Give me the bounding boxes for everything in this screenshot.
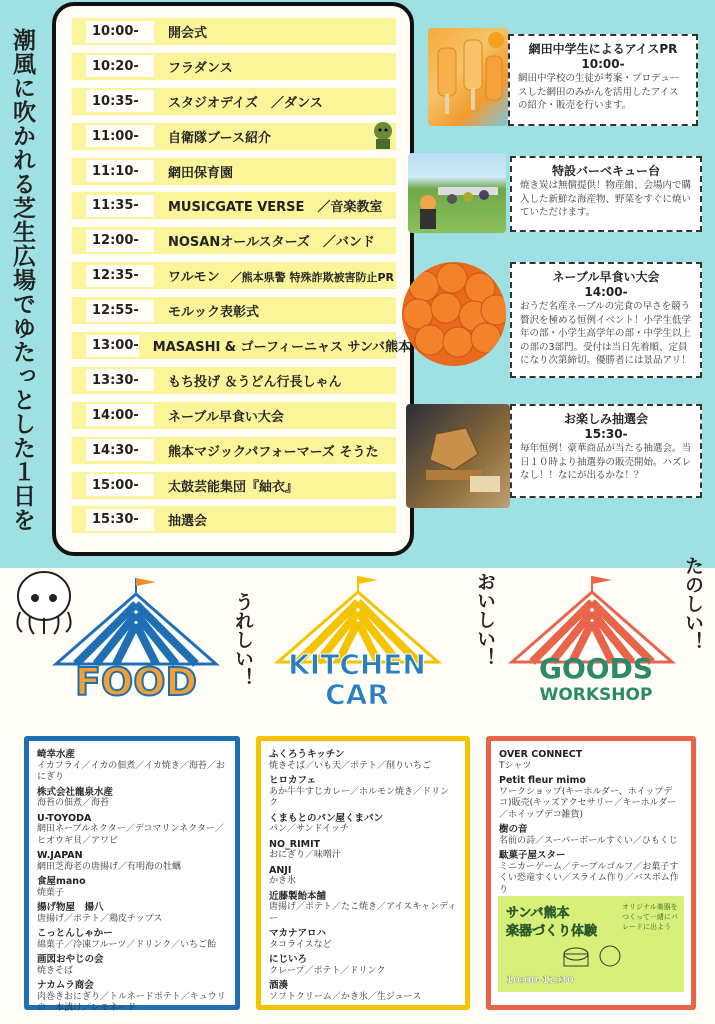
vendor-items: ソフトクリーム／かき氷／生ジュース xyxy=(269,991,422,1002)
samba-time: 10:00-12:30 xyxy=(506,975,574,986)
event-desc: 毎年恒例！豪華商品が当たる抽選会。当日１０時より抽選券の販売開始。ハズレなし！！なにが出るかな！？ xyxy=(520,443,692,481)
vendor-name: 画図おやじの会 xyxy=(37,954,104,965)
schedule-time: 12:35- xyxy=(86,265,154,287)
schedule-row xyxy=(72,297,396,324)
lottery-machine-icon xyxy=(406,404,510,508)
vendor-name: にじいろ xyxy=(269,954,308,965)
schedule-name-main: ワルモン xyxy=(168,270,220,286)
kitchen-list xyxy=(256,736,470,1010)
vendor-items: ミニカーゲーム／テーブルゴルフ／お菓子すくい恐竜すくい／スライム作り／バスボム作り xyxy=(499,861,679,895)
samba-workshop-card xyxy=(498,896,684,992)
drum-icon xyxy=(558,940,628,970)
vendor-name: 酒湊 xyxy=(269,980,289,991)
vendor-items: 焼きそば／いも天／ポテト／削りいちご xyxy=(269,760,432,771)
ice-bar-icon xyxy=(428,28,508,126)
samba-note: オリジナル楽器をつくって一緒にパレードに出よう xyxy=(622,903,678,931)
schedule-name-main: 熊本マジックパフォーマーズ そうた xyxy=(168,444,379,460)
schedule-name xyxy=(168,57,233,76)
bbq-people-icon xyxy=(408,153,506,233)
schedule-name-main: モルック表彰式 xyxy=(168,305,260,321)
event-time: 15:30- xyxy=(584,427,628,441)
event-bbq-box xyxy=(510,156,702,232)
samba-title-1: サンバ熊本 xyxy=(506,906,570,921)
schedule-row xyxy=(72,227,396,254)
schedule-name xyxy=(168,162,233,181)
food-tent-icon xyxy=(36,574,236,674)
vendor-items: 海苔の佃煮／海苔 xyxy=(37,798,110,808)
event-title: 網田中学生によるアイスPR xyxy=(528,42,678,56)
ice-photo xyxy=(428,28,508,126)
vendor-name: 揚げ物屋 揚八 xyxy=(37,902,104,913)
mascot-icon xyxy=(368,119,398,149)
vendor-name: 樹の音 xyxy=(499,824,528,835)
vendor-items: 綿菓子／冷凍フルーツ／ドリンク／いちご飴 xyxy=(37,939,217,950)
vendor-items: 焼きそば xyxy=(37,965,74,976)
schedule-time: 14:30- xyxy=(86,439,154,461)
schedule-name xyxy=(168,476,298,495)
vendor-items: 唐揚げ／ポテト／鶏皮チップス xyxy=(37,913,163,924)
schedule-name-main: MASASHI & ゴーフィーニャス サンバ熊本 xyxy=(152,340,411,356)
goods-heading-line2: WORKSHOP xyxy=(539,685,653,705)
schedule-time: 15:30- xyxy=(86,509,154,531)
schedule-row xyxy=(72,506,396,533)
orange-icon xyxy=(402,262,506,366)
schedule-time: 15:00- xyxy=(86,474,154,496)
vendor-name: NO_RIMIT xyxy=(269,838,321,850)
schedule-name xyxy=(168,22,207,41)
schedule-board xyxy=(52,2,414,556)
schedule-time: 13:00- xyxy=(86,335,139,357)
schedule-row xyxy=(72,192,396,219)
vendor-name: 株式会社龍泉水産 xyxy=(37,786,114,798)
vendor-items: 肉巻きおにぎり／トルネードポテト／キュウリの一本漬け／レモネード xyxy=(37,991,226,1013)
event-lottery-box xyxy=(510,404,702,498)
schedule-name xyxy=(168,231,375,250)
schedule-name xyxy=(168,92,323,111)
vendor-name: OVER CONNECT xyxy=(499,749,583,760)
vendor-items: 焼菓子 xyxy=(37,887,65,898)
schedule-name-sub: ／熊本県警 特殊詐欺被害防止PR xyxy=(219,271,394,285)
schedule-row xyxy=(72,18,396,45)
schedule-name xyxy=(168,196,382,215)
schedule-name-main: MUSICGATE VERSE ／音楽教室 xyxy=(168,200,383,216)
vendor-name: 食屋mano xyxy=(37,876,86,887)
schedule-row xyxy=(72,158,396,185)
vendor-items: クレープ／ポテト／ドリンク xyxy=(269,965,386,976)
schedule-time: 11:10- xyxy=(86,160,154,182)
schedule-name xyxy=(153,336,411,355)
schedule-name xyxy=(168,301,259,320)
schedule-row xyxy=(72,88,396,115)
vendor-name: ANJI xyxy=(269,864,292,876)
kitchen-heading-line1: KITCHEN xyxy=(288,648,426,681)
schedule-time: 10:20- xyxy=(86,55,154,77)
schedule-name xyxy=(168,266,394,285)
schedule-name-main: 自衛隊ブース紹介 xyxy=(168,130,271,146)
schedule-time: 12:00- xyxy=(86,230,154,252)
event-title: ネーブル早食い大会 xyxy=(552,270,660,284)
vendor-items: かき氷 xyxy=(269,876,297,886)
kitchen-heading xyxy=(272,650,442,710)
bbq-photo xyxy=(408,153,506,233)
vertical-title: 潮風に吹かれる芝生広場でゆたっとした１日を xyxy=(9,28,35,532)
vendor-name: 駄菓子屋スター xyxy=(499,850,566,861)
schedule-name xyxy=(168,127,271,146)
tanoshii-label: たのしい！ xyxy=(682,556,704,651)
vendor-items: あか牛牛すじカレー／ホルモン焼き／ドリンク xyxy=(269,786,450,808)
event-time: 10:00- xyxy=(581,57,625,71)
schedule-row xyxy=(72,472,396,499)
schedule-name-main: NOSANオールスターズ ／バンド xyxy=(168,235,375,251)
event-title: 特設バーベキュー台 xyxy=(551,164,660,178)
vendor-items: パン／サンドイッチ xyxy=(269,824,349,834)
food-list xyxy=(24,736,240,1013)
schedule-name-main: ネーブル早食い大会 xyxy=(168,409,284,425)
vendor-items: イカフライ／イカの佃煮／イカ焼き／海苔／おにぎり xyxy=(37,760,225,782)
schedule-row xyxy=(72,53,396,80)
kitchen-heading-line2: CAR xyxy=(325,678,389,711)
vendor-items: 名前の詩／スーパーボールすくい／ひもくじ xyxy=(499,835,678,846)
vendor-name: こっとんしゃかー xyxy=(37,928,113,939)
schedule-name-main: もち投げ ＆うどん行長しゃん xyxy=(168,374,342,390)
event-title: お楽しみ抽選会 xyxy=(563,412,648,426)
event-desc: 焼き炭は無償提供！物産館、会場内で購入した新鮮な海産物、野菜をすぐに焼いていただけます。 xyxy=(520,180,692,218)
vendor-name: U-TOYODA xyxy=(37,812,92,824)
vendor-items: ワークショップ(キーホルダー、ホイップデコ)販売(キッズアクセサリー／キーホルダー／ホイップデコ雑貨) xyxy=(499,786,677,820)
event-desc: 網田中学校の生徒が考案・プロデュースした網田のみかんを活用したアイスの紹介・販売を行います。 xyxy=(518,73,680,111)
vendor-name: W.JAPAN xyxy=(37,850,83,861)
schedule-row xyxy=(72,262,396,289)
schedule-name-main: 開会式 xyxy=(168,26,208,41)
schedule-name xyxy=(168,510,207,529)
vendor-name: マカナアロハ xyxy=(269,928,327,939)
oishii-label: おいしい！ xyxy=(474,572,496,667)
vendor-name: ふくろうキッチン xyxy=(269,749,345,760)
vendor-items: タコライスなど xyxy=(269,939,332,950)
schedule-time: 10:35- xyxy=(86,90,154,112)
schedule-name-main: 太鼓芸能集団『紬衣』 xyxy=(168,479,299,495)
schedule-name xyxy=(168,406,284,425)
vendor-name: ナカムラ商会 xyxy=(37,980,94,991)
schedule-time: 12:55- xyxy=(86,300,154,322)
event-desc: おうだ名産ネーブルの完食の早さを競う贅沢を極める恒例イベント！小学生低学年の部・小学生高学年の部・中学生以上の部の3部門。受付は当日先着順、定員になり次第締切。優勝者には景品アリ！ xyxy=(520,301,692,366)
event-time: 14:00- xyxy=(584,285,628,299)
samba-title-2: 楽器づくり体験 xyxy=(506,924,598,939)
schedule-time: 11:35- xyxy=(86,195,154,217)
vendor-items: 網田芝海老の唐揚げ／有明海の牡蠣 xyxy=(37,861,182,872)
vendor-name: ヒロカフェ xyxy=(269,775,317,786)
schedule-time: 13:30- xyxy=(86,369,154,391)
vendor-name: 近藤製飴本舗 xyxy=(269,890,327,902)
vendor-items: 唐揚げ／ポテト／たこ焼き／アイスキャンディー xyxy=(269,902,457,924)
ureshii-label: うれしい！ xyxy=(232,592,254,687)
schedule-row xyxy=(72,402,396,429)
schedule-row xyxy=(72,437,396,464)
vendor-name: くまもとのパン屋くまパン xyxy=(269,812,384,824)
vendor-items: 網田ネーブルネクター／デコマリンネクター／ヒオウギ貝／アワビ xyxy=(37,824,224,846)
schedule-row xyxy=(72,367,396,394)
schedule-name-main: フラダンス xyxy=(168,60,233,76)
schedule-name xyxy=(168,371,342,390)
event-ice-box xyxy=(508,34,698,126)
event-navel-box xyxy=(510,262,702,378)
schedule-name xyxy=(168,441,378,460)
schedule-row xyxy=(72,332,411,359)
vendor-name: Petit fleur mimo xyxy=(499,775,586,786)
oranges-photo xyxy=(402,262,506,366)
food-heading: FOOD xyxy=(74,660,198,704)
schedule-name-main: 抽選会 xyxy=(168,514,208,530)
schedule-name-main: スタジオデイズ ／ダンス xyxy=(168,95,323,111)
goods-heading-line1: GOODS xyxy=(539,652,653,685)
schedule-row xyxy=(72,123,396,150)
schedule-name-main: 網田保育園 xyxy=(168,165,234,181)
schedule-time: 11:00- xyxy=(86,125,154,147)
vendor-items: Tシャツ xyxy=(499,760,532,771)
lottery-photo xyxy=(406,404,510,508)
vendor-items: おにぎり／味噌汁 xyxy=(269,850,342,860)
schedule-time: 14:00- xyxy=(86,404,154,426)
goods-heading xyxy=(508,652,684,708)
schedule-time: 10:00- xyxy=(86,21,154,43)
vendor-name: 崎幸水産 xyxy=(37,749,76,760)
